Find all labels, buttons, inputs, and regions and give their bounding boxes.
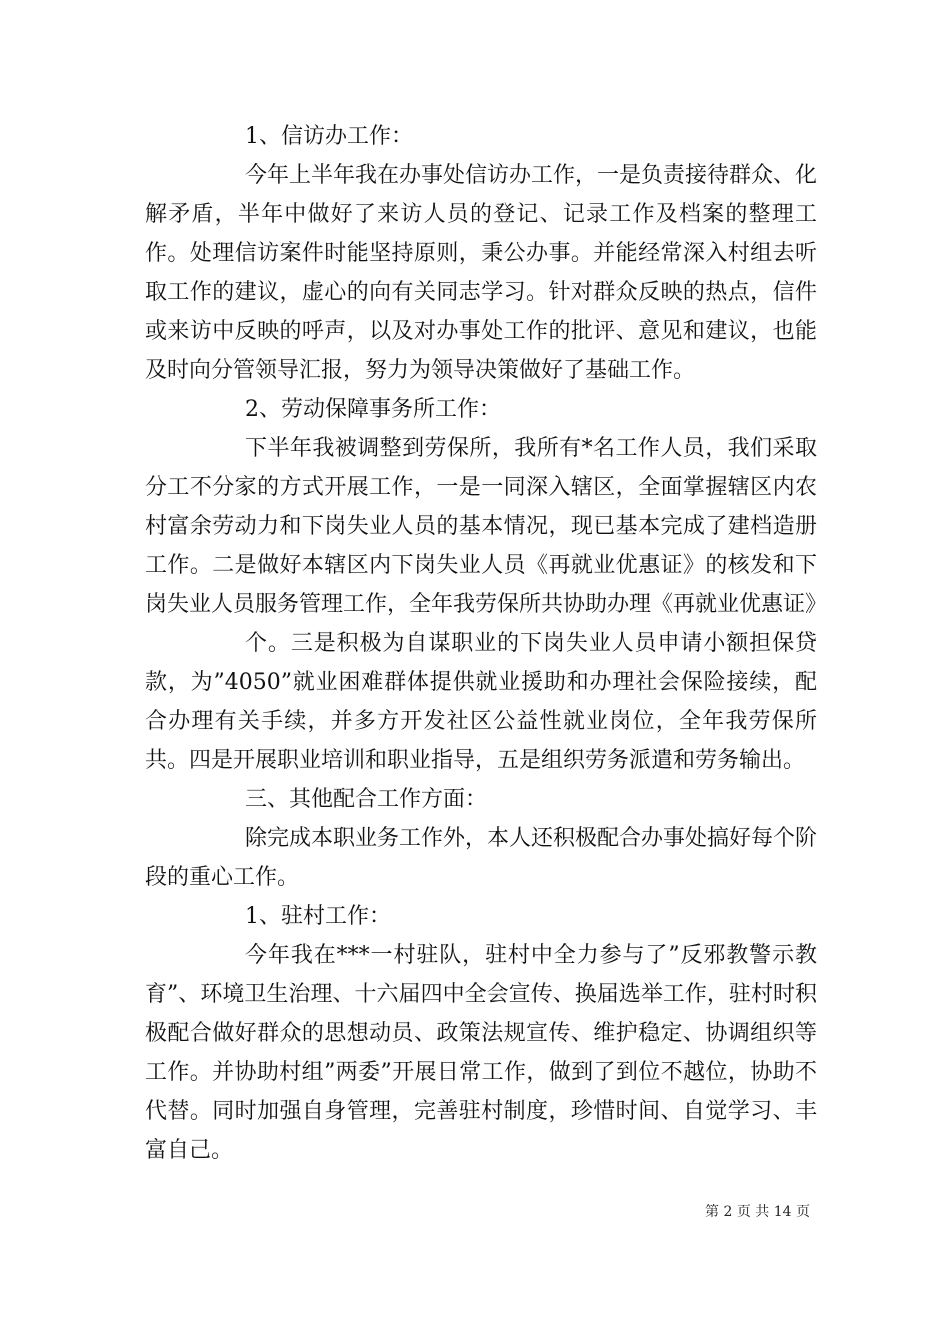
section-heading-other-work: 三、其他配合工作方面： bbox=[245, 787, 488, 812]
page-number-footer: 第 2 页 共 14 页 bbox=[705, 1204, 810, 1220]
paragraph-petition-office-work: 今年上半年我在办事处信访办工作，一是负责接待群众、化解矛盾，半年中做好了来访人员的登记、记录工作及档案的整理工作。处理信访案件时能坚持原则，秉公办事。并能经常深入村组去听取工作的建议，虚心的向有关同志学习。针对群众反映的热点，信件或来访中反映的呼声，以及对办事处工作的批评、意见和建议，也能及时向分管领导汇报，努力为领导决策做好了基础工作。 bbox=[145, 163, 818, 383]
paragraph-village-work: 今年我在***一村驻队，驻村中全力参与了”反邪教警示教育”、环境卫生治理、十六届四中全会宣传、换届选举工作，驻村时积极配合做好群众的思想动员、政策法规宣传、维护稳定、协调组织等工作。并协助村组”两委”开展日常工作，做到了到位不越位，协助不代替。同时加强自身管理，完善驻村制度，珍惜时间、自觉学习、丰富自己。 bbox=[145, 943, 817, 1163]
paragraph-labor-security-continued: 个。三是积极为自谋职业的下岗失业人员申请小额担保贷款，为”4050”就业困难群体提供就业援助和办理社会保险接续，配合办理有关手续，并多方开发社区公益性就业岗位，全年我劳保所共。四是开展职业培训和职业指导，五是组织劳务派遣和劳务输出。 bbox=[145, 631, 817, 773]
section-heading-labor-security-office: 2、劳动保障事务所工作： bbox=[245, 397, 501, 422]
section-heading-village-work: 1、驻村工作： bbox=[245, 904, 391, 929]
paragraph-other-work: 除完成本职业务工作外，本人还积极配合办事处搞好每个阶段的重心工作。 bbox=[145, 826, 818, 890]
section-heading-petition-office: 1、信访办工作： bbox=[245, 124, 413, 149]
document-body bbox=[145, 117, 828, 1170]
paragraph-labor-security-work: 下半年我被调整到劳保所，我所有*名工作人员，我们采取分工不分家的方式开展工作，一是一同深入辖区，全面掌握辖区内农村富余劳动力和下岗失业人员的基本情况，现已基本完成了建档造册工作。二是做好本辖区内下岗失业人员《再就业优惠证》的核发和下岗失业人员服务管理工作，全年我劳保所共协助办理《再就业优惠证》 bbox=[145, 436, 828, 617]
